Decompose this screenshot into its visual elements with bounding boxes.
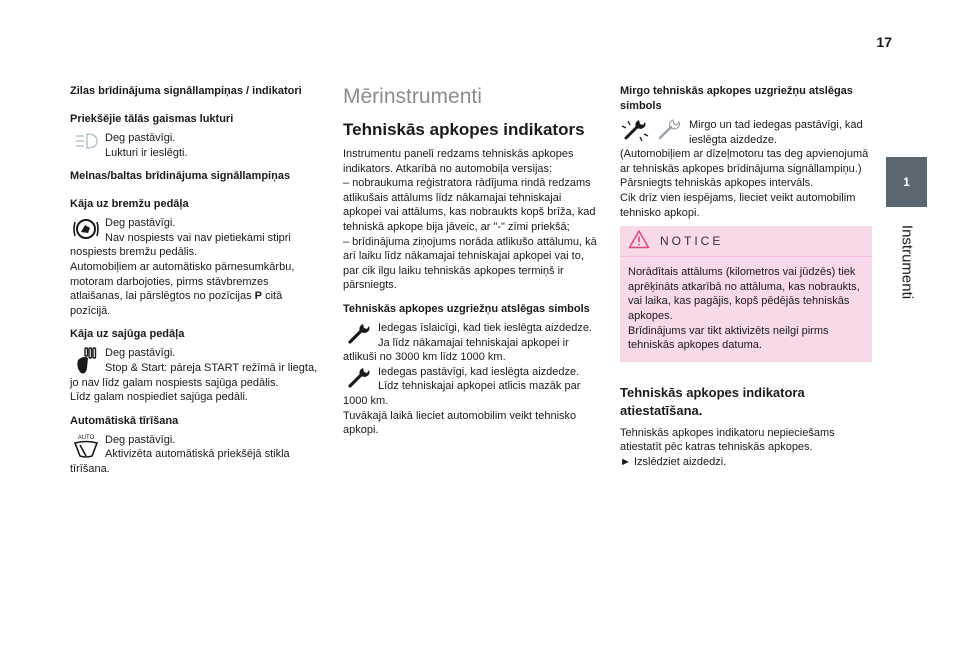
wiper-title: Automātiskā tīrīšana [70, 414, 179, 427]
chapter-label [886, 212, 927, 312]
auto-wiper-label: AUTO [77, 434, 95, 441]
column-middle [343, 84, 599, 438]
wrench-entry-1 [343, 321, 599, 365]
brake-text: Nav nospiests vai nav pietiekami stipri nospiests bremžu pedālis. [70, 231, 291, 259]
notice-label: NOTICE [660, 233, 724, 248]
clutch-title: Kāja uz sajūga pedāļa [70, 328, 185, 341]
flashing-wrench-text: Mirgo un tad iedegas pastāvīgi, kad ieslēgta aizdedze. [689, 119, 863, 146]
wrench-1-text-2: Ja līdz nākamajai tehniskajai apkopei ir atlikuši no 3000 km līdz 1000 km. [343, 336, 569, 364]
wrench-symbol-title: Tehniskās apkopes uzgriežņu atslēgas simbols [343, 302, 590, 315]
notice-text-1: Norādītais attālums (kilometros vai jūdzēs) tiek aprēķināts atkarībā no attāluma, kas nobraukts, vai laika, kas pagājis, kopš pēdējās tehniskās apkopes. [628, 266, 860, 322]
column-left [70, 84, 320, 477]
brake-entry [70, 216, 320, 318]
reset-text: Tehniskās apkopes indikatoru nepieciešams atiestatīt pēc katras tehniskās apkopes. [620, 426, 835, 454]
brake-text-2a: Automobiļiem ar automātisko pārnesumkārbu, motoram darbojoties, pirms stāvbremzes atlaišanas, lai pārslēgtos no pozīcijas [70, 260, 295, 303]
service-item-1: – nobraukuma reģistratora rādījuma rindā redzams atlikušais attālums līdz nākamajai tehniskajai apkopei vai attālums, kas nobraukts kopš brīža, kad tehniskā apkope bija jāveic, ar "-" zīmi priekšā; [343, 177, 596, 233]
high-beam-title: Priekšējie tālās gaismas lukturi [70, 113, 234, 125]
flashing-wrench-text-3: Pārsniegts tehniskās apkopes intervāls. [620, 177, 814, 190]
clutch-text-2: Līdz galam nospiediet sajūga pedāli. [70, 391, 248, 404]
brake-text-2b: P [254, 290, 263, 303]
wrench-icon [343, 321, 375, 347]
flashing-wrench-text-4: Cik drīz vien iespējams, lieciet veikt automobilim tehnisko apkopi. [620, 191, 856, 219]
brake-line-1: Deg pastāvīgi. [105, 217, 176, 230]
notice-text-2: Brīdinājums var tikt aktivizēts neilgi pirms tehniskās apkopes datuma. [628, 324, 829, 352]
wrench-2-text-3: Tuvākajā laikā lieciet automobilim veikt tehnisko apkopi. [343, 409, 577, 437]
reset-step: ► Izslēdziet aizdedzi. [620, 455, 727, 468]
wrench-icon [343, 365, 375, 391]
high-beam-icon [70, 131, 102, 157]
clutch-text: Stop & Start: pāreja START režīmā ir liegta, jo nav līdz galam nospiests sajūga pedālis. [70, 361, 318, 389]
warning-triangle-icon [628, 229, 650, 254]
wrench-1-text: Iedegas īslaicīgi, kad tiek ieslēgta aizdedze. [378, 321, 593, 334]
column-right [620, 84, 872, 470]
high-beam-entry [70, 131, 320, 160]
auto-wiper-icon [70, 433, 102, 459]
wiper-line-1: Deg pastāvīgi. [105, 433, 176, 446]
flashing-wrench-text-2: (Automobiļiem ar dīzeļmotoru tas deg apvienojumā ar tehniskās apkopes brīdinājuma signāllampiņu.) [620, 148, 869, 175]
wiper-text: Aktivizēta automātiskā priekšējā stikla tīrīšana. [70, 448, 290, 475]
service-intro: Instrumentu panelī redzams tehniskās apkopes indikators. Atkarībā no automobiļa versijas: [343, 148, 574, 175]
foot-on-clutch-icon [70, 346, 102, 372]
notice-body [620, 257, 872, 362]
reset-title: Tehniskās apkopes indikatora atiestatīšana. [620, 384, 805, 418]
chapter-tab[interactable]: 1 [886, 157, 927, 207]
flashing-wrench-title: Mirgo tehniskās apkopes uzgriežņu atslēgas simbols [620, 85, 853, 112]
wiper-entry [70, 433, 320, 477]
wrench-2-text-2: Līdz tehniskajai apkopei atlicis mazāk par 1000 km. [343, 380, 581, 407]
blue-lamps-heading: Zilas brīdinājuma signāllampiņas / indikatori [70, 85, 302, 97]
high-beam-line-2: Lukturi ir ieslēgti. [105, 146, 188, 159]
high-beam-line-1: Deg pastāvīgi. [105, 132, 176, 144]
flashing-wrench-icon [620, 118, 686, 144]
bw-lamps-heading: Melnas/baltas brīdinājuma signāllampiņas [70, 170, 291, 183]
notice-header [620, 226, 872, 257]
foot-on-brake-icon [70, 216, 102, 242]
clutch-line-1: Deg pastāvīgi. [105, 347, 176, 360]
brake-text-2c: citā pozīcijā. [70, 290, 283, 317]
brake-title: Kāja uz bremžu pedāļa [70, 198, 189, 211]
wrench-entry-2 [343, 365, 599, 438]
page-number: 17 [876, 34, 892, 50]
brake-text-2 [70, 260, 320, 318]
clutch-entry [70, 346, 320, 404]
wrench-2-text: Iedegas pastāvīgi, kad ieslēgta aizdedze. [378, 365, 580, 378]
flashing-wrench-entry [620, 118, 872, 220]
service-indicator-title: Tehniskās apkopes indikators [343, 120, 585, 139]
chapter-title: Instrumenti [898, 224, 915, 300]
notice-box [620, 226, 872, 362]
section-title: Mērinstrumenti [343, 85, 482, 108]
service-item-2: – brīdinājuma ziņojums norāda atlikušo attālumu, kā arī laiku līdz nākamajai tehniskajai apkopei vai to, par cik ilgu laiku tehniskās apkopes termiņš ir pārsniegts. [343, 235, 597, 292]
